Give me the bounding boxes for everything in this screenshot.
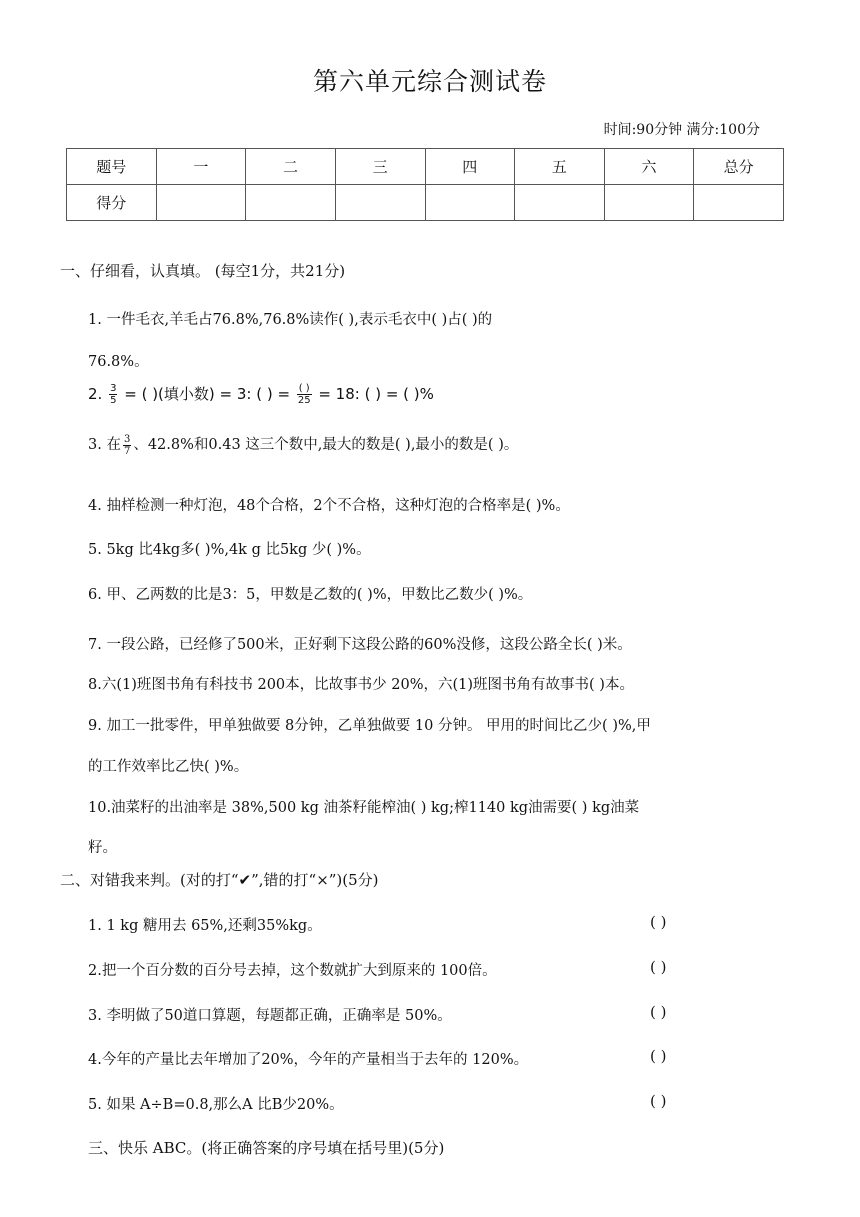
score-header-cell: 题号 — [67, 149, 157, 185]
judge-item-1: 1. 1 kg 糖用去 65%,还剩35%kg。 — [88, 918, 322, 934]
score-cell[interactable] — [694, 185, 784, 221]
question-1-line-2: 76.8%。 — [88, 354, 149, 370]
question-2-part-a: = ( )(填小数) = 3: ( ) = — [124, 385, 291, 403]
page-title: 第六单元综合测试卷 — [312, 67, 547, 96]
judge-item-3: 3. 李明做了50道口算题，每题都正确，正确率是 50%。 — [88, 1008, 452, 1024]
fraction-denominator: 25 — [297, 395, 311, 406]
section3-heading: 三、快乐 ABC。(将正确答案的序号填在括号里)(5分) — [88, 1139, 445, 1157]
question-3-rest: 、42.8%和0.43 这三个数中,最大的数是( ),最小的数是( )。 — [133, 437, 519, 453]
fraction-numerator: ( ) — [298, 383, 310, 394]
fraction-three-fifths — [109, 383, 117, 406]
answer-blank[interactable]: ( ) — [650, 913, 667, 931]
score-header-cell: 五 — [515, 149, 605, 185]
score-header-cell: 总分 — [694, 149, 784, 185]
fraction-denominator: 7 — [123, 445, 131, 457]
question-9-line-1: 9. 加工一批零件，甲单独做要 8分钟，乙单独做要 10 分钟。 甲用的时间比乙少( )%,甲 — [88, 718, 651, 734]
judge-item-4: 4.今年的产量比去年增加了20%，今年的产量相当于去年的 120%。 — [88, 1052, 529, 1068]
question-1-line-1: 1. 一件毛衣,羊毛占76.8%,76.8%读作( ),表示毛衣中( )占( )的 — [88, 312, 493, 328]
score-header-cell: 一 — [156, 149, 246, 185]
score-header-cell: 三 — [335, 149, 425, 185]
fraction-denominator: 5 — [110, 395, 117, 406]
question-4: 4. 抽样检测一种灯泡，48个合格，2个不合格，这种灯泡的合格率是( )%。 — [88, 498, 570, 514]
fraction-numerator: 3 — [110, 383, 117, 394]
score-header-cell: 四 — [425, 149, 515, 185]
score-row-label: 得分 — [67, 185, 157, 221]
question-10-line-1: 10.油菜籽的出油率是 38%,500 kg 油茶籽能榨油( ) kg;榨1140 kg油需要( ) kg油菜 — [88, 800, 640, 816]
question-10-line-2: 籽。 — [88, 840, 117, 856]
score-cell[interactable] — [335, 185, 425, 221]
question-7: 7. 一段公路，已经修了500米，正好剩下这段公路的60%没修，这段公路全长( )米。 — [88, 637, 632, 653]
question-2 — [88, 383, 434, 406]
judge-item-2: 2.把一个百分数的百分号去掉，这个数就扩大到原来的 100倍。 — [88, 963, 497, 979]
question-5: 5. 5kg 比4kg多( )%,4k g 比5kg 少( )%。 — [88, 542, 371, 558]
section2-heading: 二、对错我来判。(对的打“✔”,错的打“×”)(5分) — [60, 871, 379, 889]
score-table-header-row — [67, 149, 784, 185]
score-cell[interactable] — [246, 185, 336, 221]
fraction-numerator: 3 — [123, 433, 131, 445]
question-3 — [88, 433, 518, 457]
question-2-part-b: = 18: ( ) = ( )% — [318, 385, 434, 403]
score-header-cell: 六 — [604, 149, 694, 185]
answer-blank[interactable]: ( ) — [650, 958, 667, 976]
question-6: 6. 甲、乙两数的比是3：5，甲数是乙数的( )%，甲数比乙数少( )%。 — [88, 587, 533, 603]
question-2-number: 2. — [88, 385, 103, 403]
score-cell[interactable] — [156, 185, 246, 221]
fraction-three-sevenths — [123, 434, 131, 457]
section1-heading: 一、仔细看，认真填。 (每空1分，共21分) — [60, 262, 346, 280]
exam-meta: 时间:90分钟 满分:100分 — [603, 122, 760, 138]
score-cell[interactable] — [425, 185, 515, 221]
score-cell[interactable] — [515, 185, 605, 221]
score-cell[interactable] — [604, 185, 694, 221]
question-8: 8.六(1)班图书角有科技书 200本，比故事书少 20%，六(1)班图书角有故事书( )本。 — [88, 677, 634, 693]
score-table — [66, 148, 784, 221]
answer-blank[interactable]: ( ) — [650, 1092, 667, 1110]
answer-blank[interactable]: ( ) — [650, 1047, 667, 1065]
judge-item-5: 5. 如果 A÷B=0.8,那么A 比B少20%。 — [88, 1097, 344, 1113]
question-3-prefix: 3. 在 — [88, 437, 121, 453]
score-header-cell: 二 — [246, 149, 336, 185]
score-table-score-row — [67, 185, 784, 221]
question-9-line-2: 的工作效率比乙快( )%。 — [88, 759, 249, 775]
fraction-blank-over-25 — [297, 383, 312, 406]
answer-blank[interactable]: ( ) — [650, 1003, 667, 1021]
